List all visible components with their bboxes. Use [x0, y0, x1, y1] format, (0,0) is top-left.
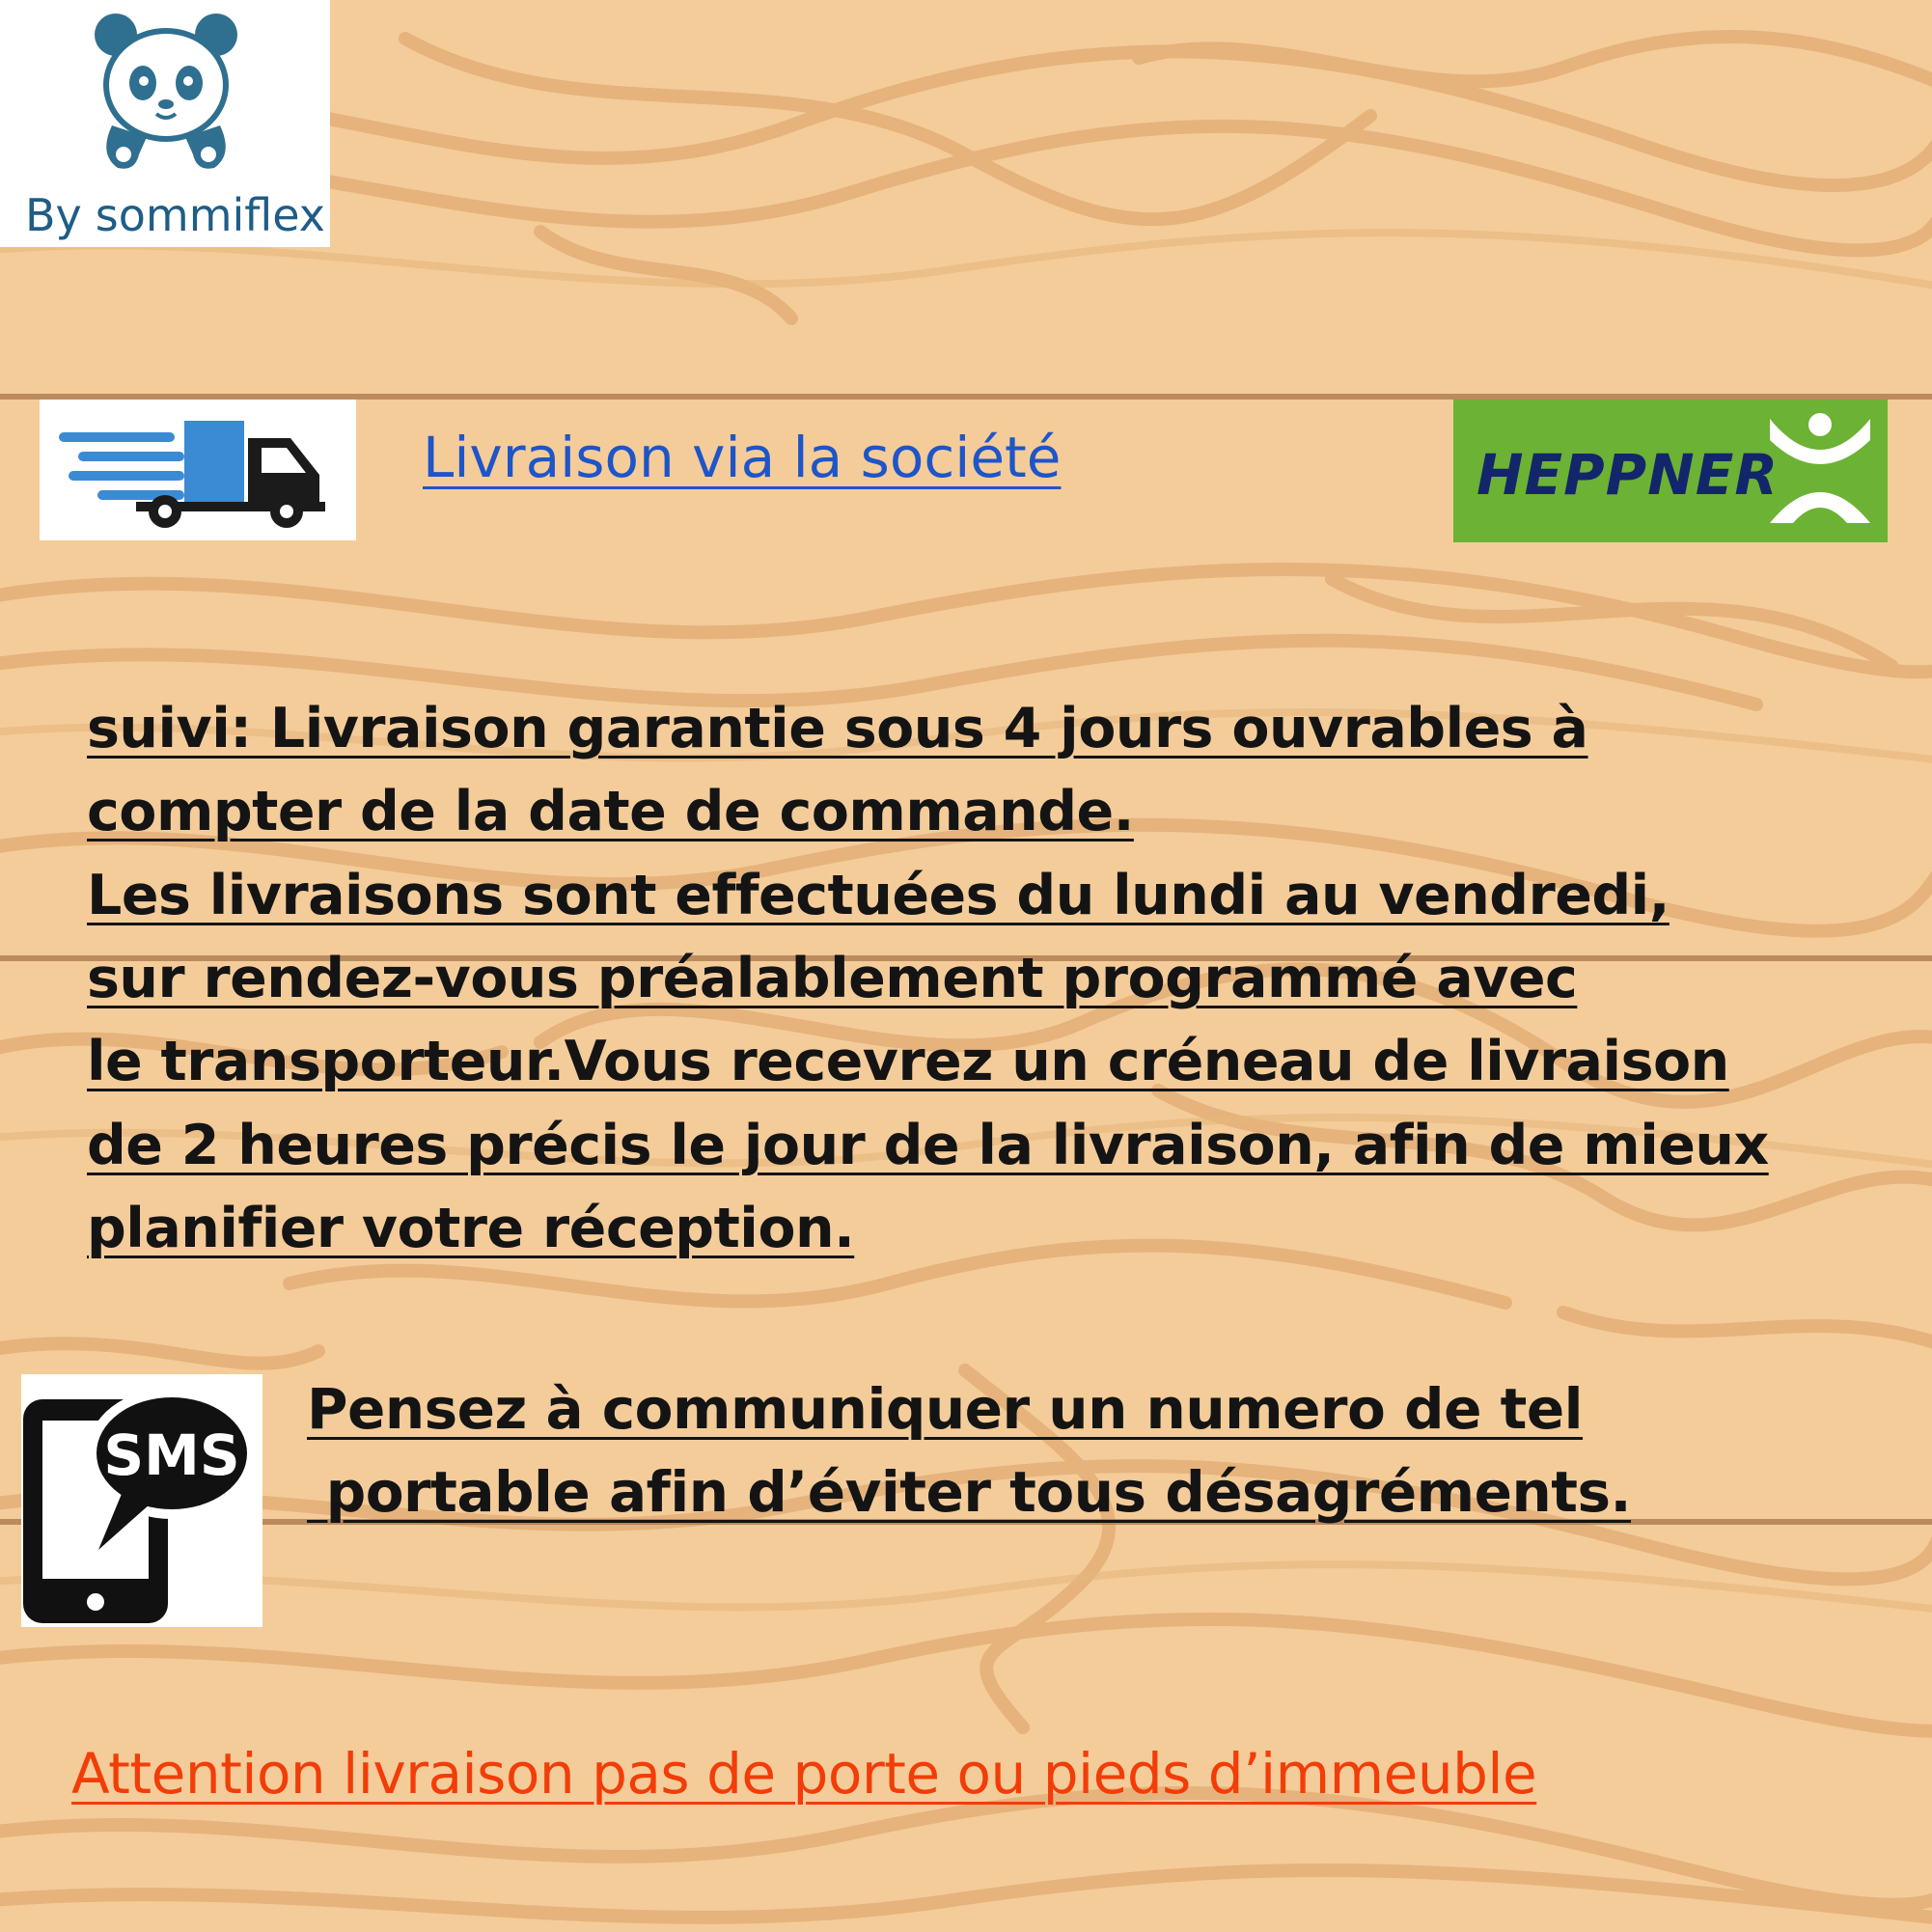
sms-panel [21, 1374, 262, 1627]
sms-line-1: Pensez à communiquer un numero de tel [307, 1376, 1584, 1442]
sms-icon-label: SMS [103, 1422, 240, 1488]
truck-panel [40, 400, 356, 540]
info-line-3: Les livraisons sont effectuées du lundi au vendredi, [87, 864, 1670, 927]
delivery-title[interactable]: Livraison via la société [423, 425, 1062, 490]
delivery-truck-icon [59, 413, 339, 529]
info-line-2: compter de la date de commande. [87, 780, 1134, 843]
delivery-warning: Attention livraison pas de porte ou pieds d’immeuble [71, 1741, 1537, 1807]
brand-wordmark: sommiflex [95, 189, 325, 241]
sms-line-2: portable afin d’éviter tous désagréments. [307, 1459, 1632, 1525]
heppner-wordmark: HEPPNER [1477, 442, 1780, 508]
panda-icon [89, 10, 243, 174]
info-line-6: de 2 heures précis le jour de la livraison, afin de mieux [87, 1114, 1769, 1177]
brand-logo [0, 0, 330, 247]
info-line-4: sur rendez-vous préalablement programmé avec [87, 947, 1578, 1010]
brand-name [25, 189, 339, 241]
phone-sms-icon [21, 1374, 262, 1627]
heppner-logo [1453, 400, 1888, 542]
info-line-5: le transporteur.Vous recevrez un créneau de livraison [87, 1030, 1729, 1093]
brand-by: By [25, 189, 82, 241]
info-line-7: planifier votre réception. [87, 1197, 855, 1260]
info-line-1: suivi: Livraison garantie sous 4 jours ouvrables à [87, 697, 1588, 760]
heppner-x-icon [1762, 413, 1878, 529]
